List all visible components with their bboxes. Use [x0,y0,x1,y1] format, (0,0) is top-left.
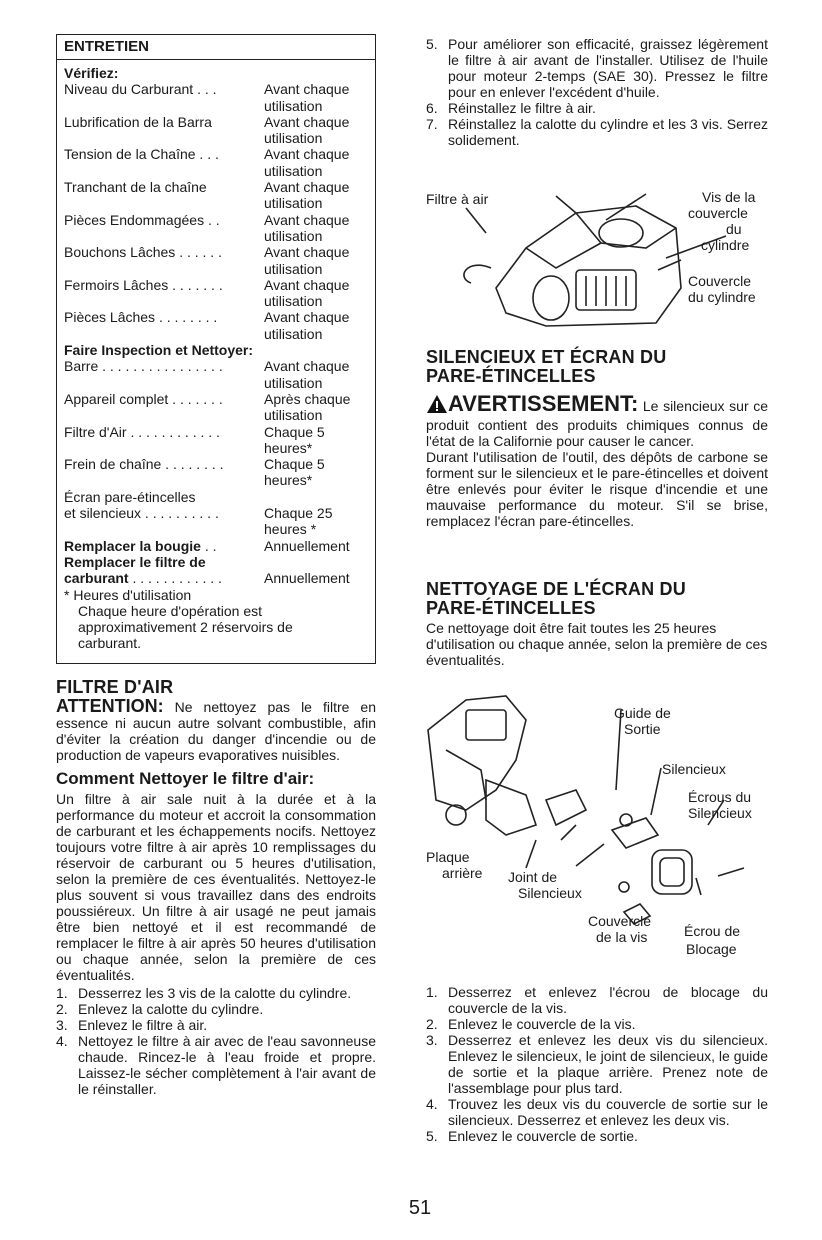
air-filter-step-item [56,985,376,1001]
muffler-step-text: Desserrez et enlevez les deux vis du silencieux. Enlevez le silencieux, le joint de silencieux, le guide de sortie et la plaque arrière. Prenez note de l'assemblage pour plus tard. [448,1032,768,1096]
label-guide-1: Guide de [614,705,671,721]
air-filter-subheading: Comment Nettoyer le filtre d'air: [56,769,315,788]
muffler-step-item [426,1032,768,1096]
check-label: Lubrification de la Barra [64,113,212,130]
label-plaque-2: arrière [442,865,483,881]
inspect-row-cont [64,375,368,391]
check-label: Pièces Endommagées . . [64,211,220,228]
inspect-value-2: utilisation [264,407,323,424]
silencer-heading-1: SILENCIEUX ET ÉCRAN DU [426,347,667,367]
spark-row [64,489,368,538]
air-filter-section [56,678,376,1097]
label-couv-1: Couvercle [588,913,652,929]
label-couv-2: de la vis [596,929,648,945]
label-filtre-air: Filtre à air [426,191,489,207]
cleaning-section [426,580,768,668]
check-value-2: utilisation [264,325,323,342]
air-filter-step-text: Desserrez les 3 vis de la calotte du cylindre. [78,985,352,1001]
muffler-step-text: Desserrez et enlevez l'écrou de blocage du couvercle de la vis. [448,984,768,1016]
right-top-steps [426,36,768,148]
muffler-step-number: 2. [426,1016,438,1032]
air-filter-steps [56,985,376,1097]
footnote-4: carburant. [78,635,142,652]
check-value-2: utilisation [264,260,323,277]
check-row [64,212,368,228]
air-filter-step-number: 3. [56,1017,68,1033]
check-value-2: utilisation [264,97,323,114]
check-label: Tranchant de la chaîne [64,179,207,196]
muffler-steps-list [426,984,768,1144]
check-value: Avant chaque [264,81,350,98]
silencer-section [426,348,768,529]
filter-value: Annuellement [264,570,350,587]
plug-row [64,538,368,554]
inspect-value: Chaque 5 [264,456,325,473]
inspect-label: Barre . . . . . . . . . . . . . . . . [64,358,223,375]
right-top-step-number: 7. [426,116,438,132]
silencer-heading-2: PARE-ÉTINCELLES [426,366,596,386]
muffler-step-item [426,1128,768,1144]
check-row-cont [64,98,368,114]
check-value: Avant chaque [264,146,350,163]
muffler-steps [426,984,768,1144]
label-couvercle-1: Couvercle [688,273,752,289]
plug-value: Annuellement [264,537,350,554]
label-ecrous-1: Écrous du [688,789,752,805]
air-filter-step-item [56,1001,376,1017]
maintenance-body [64,65,368,652]
inspect-value: Avant chaque [264,358,350,375]
attention-text: Ne nettoyez pas le filtre en essence ni aucun autre solvant combustible, afin d'éviter la création du danger d'incendie ou de production de vapeurs evaporatives nuisibles. [56,699,376,763]
inspect-label: Appareil complet . . . . . . . [64,390,223,407]
inspect-label: Filtre d'Air . . . . . . . . . . . . [64,423,220,440]
check-value-2: utilisation [264,293,323,310]
label-ecrous-2: Silencieux [688,805,752,821]
label-guide-2: Sortie [624,721,661,737]
footnote-3: approximativement 2 réservoirs de [78,619,293,636]
check-row [64,277,368,293]
label-ecrou-2: Blocage [686,941,737,957]
label-joint-1: Joint de [508,869,558,885]
spark-value-2: heures * [264,521,317,538]
muffler-step-number: 3. [426,1032,438,1048]
label-plaque-1: Plaque [426,849,470,865]
inspect-row [64,358,368,374]
check-label: Tension de la Chaîne . . . [64,146,219,163]
air-filter-step-number: 2. [56,1001,68,1017]
filter-row [64,570,368,586]
warning-triangle [426,394,448,414]
check-row-cont [64,326,368,342]
filter-dots: . . . . . . . . . . . . [128,570,222,587]
right-top-step-item [426,116,768,148]
check-value-2: utilisation [264,130,323,147]
check-row-cont [64,228,368,244]
right-top-step-number: 5. [426,36,438,52]
check-value: Avant chaque [264,179,350,196]
warning-icon [426,394,448,417]
check-label: Bouchons Lâches . . . . . . [64,244,222,261]
figure-muffler [426,690,768,970]
check-label: Fermoirs Lâches . . . . . . . [64,276,223,293]
air-filter-step-item [56,1033,376,1097]
attention-word: ATTENTION: [56,696,164,716]
muffler-step-text: Enlevez le couvercle de sortie. [448,1128,638,1144]
right-top-step-number: 6. [426,100,438,116]
label-vis-3: du [726,221,742,237]
warning-word: AVERTISSEMENT: [448,391,639,416]
muffler-step-number: 1. [426,984,438,1000]
spark-value: Chaque 25 [264,505,333,522]
muffler-step-item [426,1096,768,1128]
check-value: Avant chaque [264,211,350,228]
inspect-list [64,358,368,488]
right-top-step-text: Réinstallez le filtre à air. [448,100,596,116]
check-heading: Vérifiez: [64,65,119,81]
maintenance-title: ENTRETIEN [57,35,375,60]
check-list [64,81,368,342]
check-row [64,146,368,162]
check-row-cont [64,293,368,309]
check-row-cont [64,261,368,277]
check-row-cont [64,195,368,211]
right-top-steps-list [426,36,768,148]
air-filter-paragraph: Un filtre à air sale nuit à la durée et à la performance du moteur et accroit la consommation de carburant et les échappements nocifs. Nettoyez toujours votre filtre à air après 10 remplissages du réservoir de carburant ou 5 heures d'utilisation, selon la première de ces éventualités. Nettoyez-le plus souvent si vous travaillez dans des endroits poussiéreux. Un filtre à air usagé ne peut jamais être bien nettoyé et il est recommandé de remplacer le filtre à air après 50 heures d'utilisation ou chaque année, selon la première de ces éventualités. [56,791,376,983]
label-vis-4: cylindre [701,237,750,253]
label-ecrou-1: Écrou de [684,923,741,939]
muffler-step-text: Trouvez les deux vis du couvercle de sortie sur le silencieux. Desserrez et enlevez les deux vis. [448,1096,768,1128]
check-row [64,309,368,325]
air-filter-step-text: Nettoyez le filtre à air avec de l'eau savonneuse chaude. Rincez-le à l'eau froide et propre. Laissez-le sécher complètement à l'air avant de le réinstaller. [78,1033,376,1097]
inspect-row [64,391,368,407]
silencer-paragraph: Durant l'utilisation de l'outil, des dépôts de carbone se forment sur le silencieux et le pare-étincelles et doivent être enlevés pour éviter le risque d'incendie et une mauvaise performance du moteur. S'il se brise, remplacez l'écran pare-étincelles. [426,449,768,529]
inspect-value-2: heures* [264,439,313,456]
air-filter-step-item [56,1017,376,1033]
label-silencieux: Silencieux [662,761,726,777]
inspect-value: Après chaque [264,390,351,407]
check-row [64,244,368,260]
check-row-cont [64,163,368,179]
muffler-step-item [426,984,768,1016]
check-label: Niveau du Carburant . . . [64,81,217,98]
footnote-2: Chaque heure d'opération est [78,602,263,619]
air-filter-step-text: Enlevez le filtre à air. [78,1017,208,1033]
label-vis-1: Vis de la [702,189,756,205]
cleaning-paragraph: Ce nettoyage doit être fait toutes les 25 heures d'utilisation ou chaque année, selon la première de ces éventualités. [426,620,768,668]
filter-label-2: carburant [64,570,129,587]
muffler-step-number: 4. [426,1096,438,1112]
check-value: Avant chaque [264,113,350,130]
check-row [64,179,368,195]
inspect-row-cont [64,440,368,456]
check-value-2: utilisation [264,227,323,244]
check-value: Avant chaque [264,276,350,293]
right-top-step-text: Pour améliorer son efficacité, graissez légèrement le filtre à air avant de l'installer. Utilisez de l'huile pour moteur 2-temps (SAE 30). Pressez le filtre pour en enlever l'excédent d'huile. [448,36,768,100]
check-row [64,81,368,97]
air-filter-step-text: Enlevez la calotte du cylindre. [78,1001,264,1017]
maintenance-table [56,34,376,664]
right-top-step-item [426,100,768,116]
figure-air-filter [426,188,768,328]
check-label: Pièces Lâches . . . . . . . . [64,309,218,326]
muffler-step-text: Enlevez le couvercle de la vis. [448,1016,636,1032]
check-row-cont [64,130,368,146]
cleaning-heading-1: NETTOYAGE DE L'ÉCRAN DU [426,579,686,599]
inspect-value: Chaque 5 [264,423,325,440]
inspect-row-cont [64,472,368,488]
right-top-step-text: Réinstallez la calotte du cylindre et les 3 vis. Serrez solidement. [448,116,768,148]
footnote-1: * Heures d'utilisation [64,586,192,603]
page-number: 51 [408,1197,432,1219]
inspect-value-2: utilisation [264,374,323,391]
muffler-step-item [426,1016,768,1032]
check-value: Avant chaque [264,244,350,261]
label-joint-2: Silencieux [518,885,582,901]
check-value: Avant chaque [264,309,350,326]
spark-label-2: et silencieux . . . . . . . . . . [64,505,219,522]
check-row [64,114,368,130]
air-filter-step-number: 4. [56,1033,68,1049]
label-couvercle-2: du cylindre [688,289,756,305]
cleaning-heading-2: PARE-ÉTINCELLES [426,598,596,618]
right-top-step-item [426,36,768,100]
silencer-warning [426,391,768,449]
plug-dots: . . [200,537,217,554]
check-value-2: utilisation [264,162,323,179]
air-filter-step-number: 1. [56,985,68,1001]
attention-paragraph [56,698,376,763]
muffler-step-number: 5. [426,1128,438,1144]
plug-label: Remplacer la bougie [64,537,201,554]
filter-label-1: Remplacer le filtre de [64,553,206,570]
air-filter-heading: FILTRE D'AIR [56,677,174,697]
label-vis-2: couvercle [688,205,748,221]
warning-text: Le silencieux sur ce produit contient des produits chimiques connus de l'état de la Californie pour causer le cancer. [426,398,768,449]
inspect-value-2: heures* [264,472,313,489]
inspect-row [64,456,368,472]
inspect-row-cont [64,407,368,423]
inspect-label: Frein de chaîne . . . . . . . . [64,456,224,473]
spark-label-1: Écran pare-étincelles [64,488,196,505]
inspect-heading: Faire Inspection et Nettoyer: [64,342,254,359]
check-value-2: utilisation [264,195,323,212]
inspect-row [64,424,368,440]
